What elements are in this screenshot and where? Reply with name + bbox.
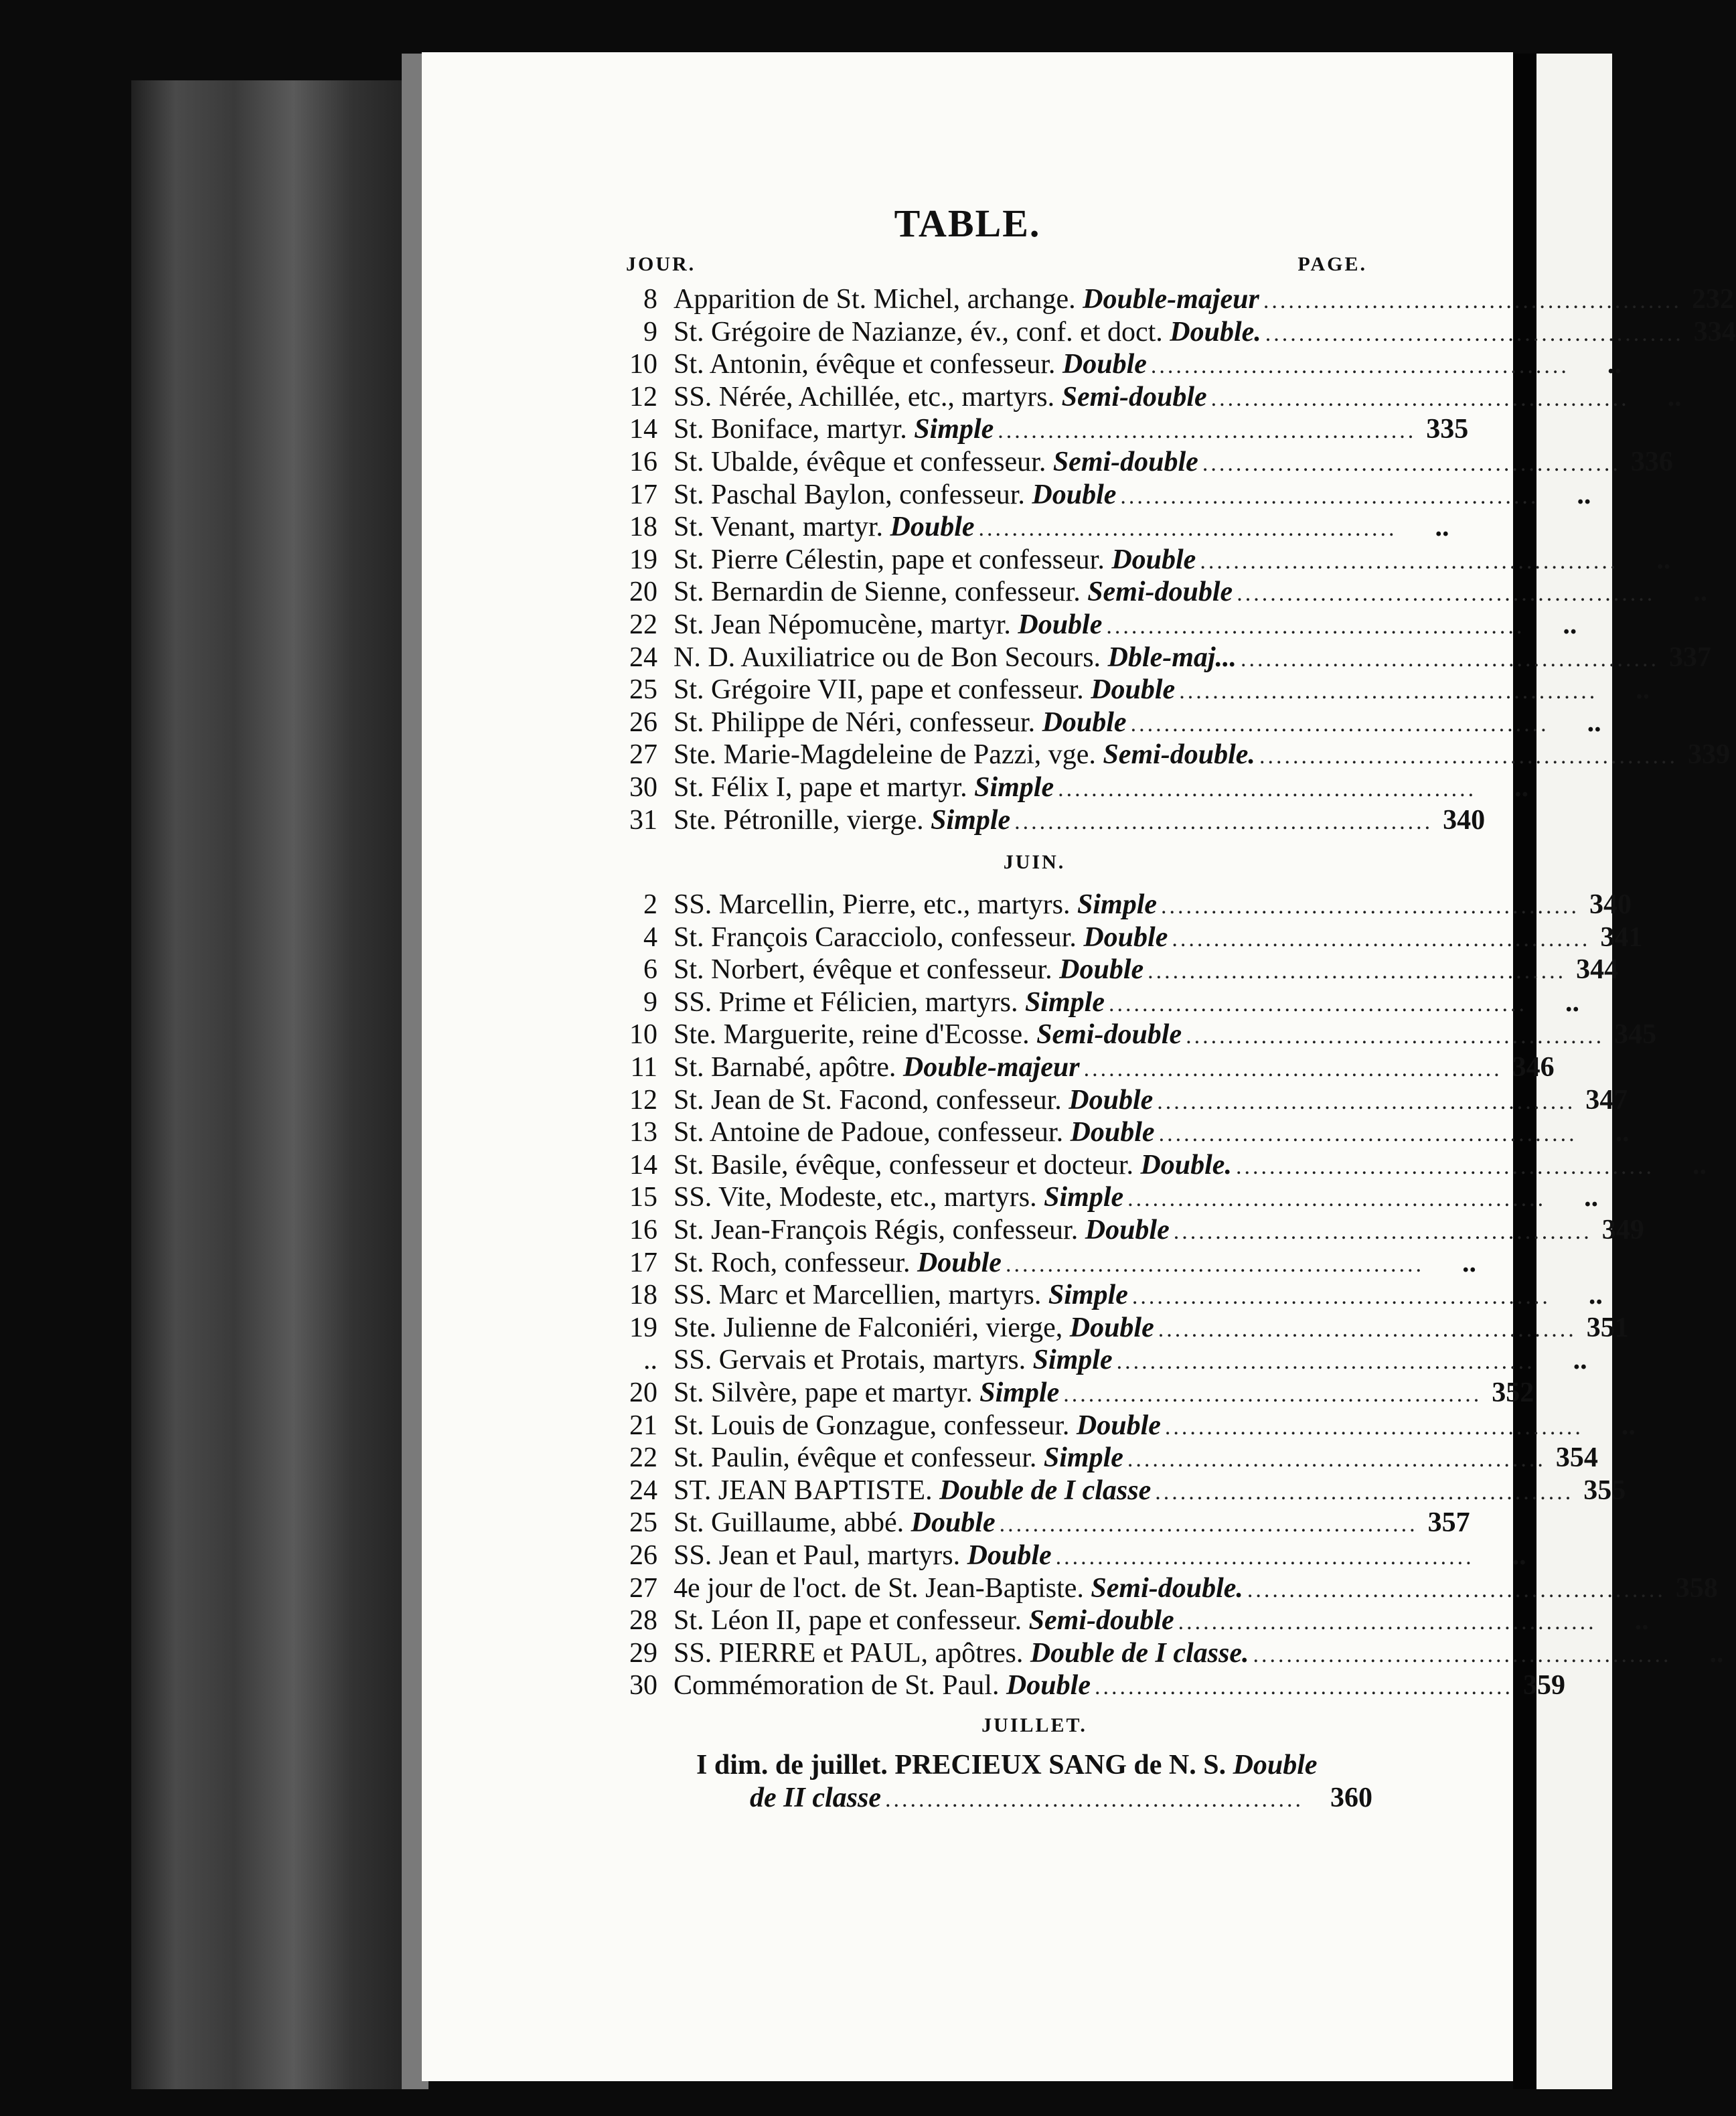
table-of-contents: [616, 283, 1736, 1814]
entry-page: ..: [1621, 1410, 1636, 1441]
leader-dots: ..................................................: [1172, 926, 1591, 952]
juillet-entry-date: I dim. de juillet.: [696, 1749, 888, 1781]
entry-day: 22: [629, 609, 657, 640]
entry-day: 26: [629, 1539, 657, 1571]
table-row: [616, 1572, 1718, 1605]
entry-day: 16: [629, 1215, 657, 1246]
entry-page: ..: [1656, 544, 1671, 575]
juillet-entry-rank: Double: [1233, 1749, 1318, 1781]
entry-page: 358: [1675, 1572, 1718, 1604]
table-row: [616, 1669, 1565, 1702]
table-row: [616, 1149, 1707, 1182]
entry-page: ..: [1636, 674, 1650, 706]
entry-rank: Double: [1085, 1215, 1170, 1246]
entry-rank: Semi-double: [1061, 381, 1207, 412]
leader-dots: ..................................................: [1241, 646, 1660, 672]
leader-dots: ..................................................: [884, 1787, 1304, 1812]
table-row: [616, 446, 1673, 479]
entry-text: SS. Prime et Félicien, martyrs.: [674, 986, 1018, 1018]
leader-dots: ..................................................: [1265, 321, 1684, 346]
entry-rank: Double: [967, 1539, 1052, 1571]
entry-rank: Double: [911, 1507, 996, 1539]
leader-dots: ..................................................: [1116, 1349, 1535, 1375]
entry-page: ..: [1588, 1280, 1603, 1311]
leader-dots: ..................................................: [1253, 1642, 1672, 1667]
table-row: [616, 804, 1486, 837]
entry-text: St. Jean Népomucène, martyr.: [674, 609, 1011, 640]
entry-page: ..: [1587, 706, 1601, 738]
entry-rank: Dble-maj...: [1107, 641, 1237, 673]
table-row: [616, 316, 1736, 349]
table-row: [616, 889, 1632, 921]
entry-page: 345: [1614, 1019, 1657, 1051]
page-title: TABLE.: [894, 202, 1041, 245]
entry-text: St. Boniface, martyr.: [674, 414, 907, 445]
entry-rank: Simple: [1024, 986, 1105, 1018]
entry-text: St. Basile, évêque, confesseur et docteur.: [674, 1149, 1133, 1181]
entry-day: 17: [629, 479, 657, 510]
leader-dots: ..................................................: [1247, 1577, 1666, 1602]
leader-dots: ..................................................: [1127, 1187, 1547, 1212]
table-row: [616, 576, 1708, 609]
entry-page: ..: [1692, 1149, 1707, 1181]
entry-text: St. Antoine de Padoue, confesseur.: [674, 1117, 1064, 1148]
leader-dots: ..................................................: [1186, 1024, 1605, 1049]
table-row: [616, 739, 1730, 771]
entry-rank: Double de I classe: [939, 1475, 1152, 1506]
entry-page: 339: [1687, 739, 1730, 771]
entry-day: 2: [643, 889, 657, 921]
entry-day: 12: [629, 1084, 657, 1116]
entry-rank: Double: [1032, 479, 1117, 510]
table-row: [616, 1018, 1657, 1051]
entry-day: ..: [643, 1345, 657, 1376]
table-row: [616, 706, 1601, 739]
entry-day: 14: [629, 414, 657, 445]
leader-dots: ..................................................: [1235, 1154, 1654, 1179]
entry-rank: Semi-double: [1036, 1019, 1182, 1051]
entry-rank: Double-majeur: [902, 1052, 1080, 1083]
entry-rank: Simple: [974, 771, 1054, 803]
book-spine: [131, 80, 426, 2089]
leader-dots: ..................................................: [1108, 991, 1527, 1016]
leader-dots: ..................................................: [1259, 744, 1678, 769]
leader-dots: ..................................................: [1055, 1544, 1474, 1570]
juillet-entry-page: 360: [1330, 1782, 1372, 1813]
juin-section: [616, 889, 1724, 1702]
leader-dots: ..................................................: [1148, 959, 1567, 984]
entry-page: 352: [1492, 1377, 1534, 1408]
entry-day: 29: [629, 1637, 657, 1669]
juillet-entry-rank-cont: de II classe: [750, 1782, 881, 1813]
leader-dots: ..................................................: [1014, 809, 1433, 834]
entry-day: 27: [629, 1572, 657, 1604]
leader-dots: ..................................................: [1161, 894, 1580, 919]
juillet-entry-feast: PRECIEUX SANG de N. S.: [894, 1749, 1227, 1781]
leader-dots: ..................................................: [1155, 1479, 1574, 1505]
entry-rank: Semi-double.: [1103, 739, 1255, 771]
entry-day: 18: [629, 1280, 657, 1311]
entry-rank: Double de I classe.: [1030, 1637, 1249, 1669]
table-row: [616, 1637, 1724, 1670]
column-page-header: PAGE.: [1297, 253, 1367, 275]
entry-text: SS. Marc et Marcellien, martyrs.: [674, 1280, 1042, 1311]
entry-page: 347: [1585, 1084, 1628, 1116]
entry-rank: Double: [1006, 1670, 1091, 1702]
leader-dots: ..................................................: [1120, 483, 1539, 509]
entry-text: St. Roch, confesseur.: [674, 1247, 911, 1278]
leader-dots: ..................................................: [1178, 1610, 1597, 1635]
mai-section: [616, 283, 1736, 836]
table-row: [616, 609, 1577, 641]
table-row: [616, 1539, 1526, 1572]
entry-day: 25: [629, 674, 657, 706]
entry-text: St. Pierre Célestin, pape et confesseur.: [674, 544, 1105, 575]
entry-text: SS. PIERRE et PAUL, apôtres.: [674, 1637, 1024, 1669]
entry-day: 19: [629, 544, 657, 575]
entry-text: St. Philippe de Néri, confesseur.: [674, 706, 1036, 738]
entry-text: St. Antonin, évêque et confesseur.: [674, 349, 1056, 380]
entry-day: 21: [629, 1410, 657, 1441]
entry-day: 28: [629, 1605, 657, 1637]
entry-rank: Semi-double.: [1091, 1572, 1243, 1604]
entry-day: 31: [629, 804, 657, 836]
table-row: [616, 674, 1650, 706]
entry-page: 357: [1427, 1507, 1470, 1539]
entry-rank: Double: [1076, 1410, 1161, 1441]
juillet-entry-line-1: [616, 1749, 1372, 1782]
entry-rank: Double: [890, 512, 975, 543]
table-row: [616, 921, 1643, 954]
entry-page: 340: [1443, 804, 1486, 836]
table-row: [616, 1181, 1599, 1214]
entry-page: ..: [1577, 479, 1591, 510]
entry-page: 349: [1601, 1215, 1644, 1246]
entry-page: ..: [1709, 1637, 1724, 1669]
entry-page: 340: [1589, 889, 1632, 921]
leader-dots: ..................................................: [1237, 581, 1656, 607]
entry-day: 25: [629, 1507, 657, 1539]
entry-page: 355: [1583, 1475, 1626, 1506]
table-row: [616, 771, 1529, 804]
entry-page: ..: [1565, 986, 1579, 1018]
entry-day: 30: [629, 1670, 657, 1702]
entry-text: SS. Marcellin, Pierre, etc., martyrs.: [674, 889, 1071, 921]
entry-day: 26: [629, 706, 657, 738]
entry-text: St. Jean-François Régis, confesseur.: [674, 1215, 1079, 1246]
leader-dots: ..................................................: [999, 1512, 1418, 1537]
entry-day: 30: [629, 771, 657, 803]
entry-text: Ste. Marguerite, reine d'Ecosse.: [674, 1019, 1030, 1051]
entry-day: 8: [643, 284, 657, 315]
entry-text: Commémoration de St. Paul.: [674, 1670, 1000, 1702]
entry-page: 359: [1522, 1670, 1565, 1702]
table-row: [616, 1604, 1649, 1637]
leader-dots: ..................................................: [1083, 1057, 1502, 1082]
entry-day: 10: [629, 1019, 657, 1051]
leader-dots: ..................................................: [1157, 1089, 1576, 1114]
leader-dots: ..................................................: [1063, 1382, 1482, 1407]
table-row: [616, 641, 1712, 674]
entry-rank: Simple: [914, 414, 994, 445]
entry-page: 351: [1586, 1312, 1629, 1343]
entry-rank: Semi-double: [1087, 577, 1233, 608]
leader-dots: ..................................................: [1106, 613, 1525, 639]
table-row: [616, 544, 1671, 577]
entry-page: ..: [1667, 381, 1682, 412]
table-row: [616, 1475, 1626, 1507]
leader-dots: ..................................................: [1164, 1414, 1583, 1440]
table-row: [616, 954, 1619, 986]
entry-rank: Simple: [1043, 1442, 1123, 1474]
table-row: [616, 1214, 1644, 1247]
entry-day: 20: [629, 577, 657, 608]
entry-text: Ste. Julienne de Falconiéri, vierge,: [674, 1312, 1063, 1343]
leader-dots: ..................................................: [1158, 1122, 1577, 1147]
leader-dots: ..................................................: [1210, 386, 1630, 411]
leader-dots: ..................................................: [1200, 548, 1619, 574]
table-row: [616, 1442, 1598, 1475]
entry-day: 10: [629, 349, 657, 380]
entry-page: ..: [1514, 771, 1529, 803]
table-row: [616, 1084, 1628, 1117]
entry-text: Ste. Pétronille, vierge.: [674, 804, 924, 836]
table-row: [616, 511, 1449, 544]
entry-page: 344: [1576, 954, 1619, 986]
entry-day: 19: [629, 1312, 657, 1343]
entry-text: St. Paschal Baylon, confesseur.: [674, 479, 1025, 510]
leader-dots: ..................................................: [1058, 776, 1477, 802]
entry-rank: Simple: [1032, 1345, 1113, 1376]
table-row: [616, 479, 1591, 512]
entry-page: ..: [1615, 1117, 1630, 1148]
leader-dots: ..................................................: [1130, 711, 1549, 737]
entry-day: 6: [643, 954, 657, 986]
entry-page: 346: [1512, 1052, 1555, 1083]
entry-text: St. Paulin, évêque et confesseur.: [674, 1442, 1037, 1474]
column-day-header: JOUR.: [626, 253, 696, 275]
entry-day: 15: [629, 1182, 657, 1213]
entry-day: 9: [643, 986, 657, 1018]
entry-rank: Simple: [979, 1377, 1060, 1408]
entry-rank: Semi-double: [1028, 1605, 1174, 1637]
leader-dots: ..................................................: [1263, 289, 1682, 313]
table-row: [616, 1116, 1630, 1149]
entry-day: 24: [629, 641, 657, 673]
book-page: [422, 52, 1736, 2081]
table-row: [616, 1344, 1587, 1377]
entry-rank: Double.: [1170, 316, 1261, 348]
entry-text: St. Silvère, pape et martyr.: [674, 1377, 973, 1408]
entry-rank: Semi-double: [1052, 446, 1198, 477]
leader-dots: ..................................................: [1150, 354, 1569, 379]
entry-rank: Simple: [1048, 1280, 1128, 1311]
entry-day: 17: [629, 1247, 657, 1278]
entry-text: St. François Caracciolo, confesseur.: [674, 921, 1077, 953]
entry-rank: Simple: [1077, 889, 1158, 921]
juillet-entry-line-2: [616, 1782, 1372, 1815]
table-row: [616, 413, 1469, 446]
entry-day: 22: [629, 1442, 657, 1474]
entry-text: SS. Jean et Paul, martyrs.: [674, 1539, 961, 1571]
entry-page: 232: [1691, 284, 1734, 315]
entry-text: Ste. Marie-Magdeleine de Pazzi, vge.: [674, 739, 1096, 771]
entry-text: St. Venant, martyr.: [674, 512, 884, 543]
entry-text: ST. JEAN BAPTISTE.: [674, 1475, 933, 1506]
entry-text: St. Félix I, pape et martyr.: [674, 771, 967, 803]
entry-page: 337: [1669, 641, 1712, 673]
leader-dots: ..................................................: [1173, 1219, 1592, 1245]
entry-text: SS. Nérée, Achillée, etc., martyrs.: [674, 381, 1055, 412]
table-row: [616, 1247, 1476, 1280]
entry-text: St. Ubalde, évêque et confesseur.: [674, 446, 1046, 477]
month-heading-juillet: JUILLET.: [981, 1714, 1087, 1736]
entry-rank: Double: [1059, 954, 1144, 986]
entry-day: 24: [629, 1475, 657, 1506]
entry-day: 12: [629, 381, 657, 412]
entry-page: ..: [1634, 1605, 1649, 1637]
entry-rank: Simple: [1044, 1182, 1124, 1213]
table-row: [616, 348, 1622, 381]
entry-rank: Double.: [1140, 1149, 1232, 1181]
table-row: [616, 1507, 1470, 1539]
entry-page: ..: [1563, 609, 1577, 640]
table-row: [616, 1410, 1636, 1442]
month-heading-juin: JUIN.: [1003, 851, 1066, 874]
leader-dots: ..................................................: [1179, 679, 1598, 704]
table-row: [616, 283, 1734, 316]
entry-text: N. D. Auxiliatrice ou de Bon Secours.: [674, 641, 1101, 673]
entry-page: ..: [1573, 1345, 1587, 1376]
entry-rank: Double: [917, 1247, 1002, 1278]
leader-dots: ..................................................: [1202, 451, 1621, 476]
entry-text: 4e jour de l'oct. de St. Jean-Baptiste.: [674, 1572, 1084, 1604]
entry-rank: Double: [1083, 921, 1168, 953]
entry-day: 9: [643, 316, 657, 348]
entry-text: St. Louis de Gonzague, confesseur.: [674, 1410, 1070, 1441]
entry-text: St. Bernardin de Sienne, confesseur.: [674, 577, 1081, 608]
entry-text: Apparition de St. Michel, archange.: [674, 284, 1076, 315]
table-row: [616, 381, 1682, 414]
table-row: [616, 1051, 1555, 1084]
leader-dots: ..................................................: [1005, 1252, 1424, 1277]
entry-text: St. Jean de St. Facond, confesseur.: [674, 1084, 1062, 1116]
entry-rank: Double-majeur: [1083, 284, 1259, 315]
leader-dots: ..................................................: [1131, 1284, 1551, 1310]
entry-day: 20: [629, 1377, 657, 1408]
entry-rank: Simple: [931, 804, 1011, 836]
entry-text: St. Léon II, pape et confesseur.: [674, 1605, 1022, 1637]
entry-page: ..: [1462, 1247, 1476, 1278]
entry-text: St. Grégoire VII, pape et confesseur.: [674, 674, 1084, 706]
entry-day: 11: [630, 1052, 657, 1083]
entry-day: 18: [629, 512, 657, 543]
entry-rank: Double: [1018, 609, 1103, 640]
entry-text: SS. Gervais et Protais, martyrs.: [674, 1345, 1026, 1376]
entry-text: St. Barnabé, apôtre.: [674, 1052, 896, 1083]
entry-rank: Double: [1062, 349, 1147, 380]
entry-page: ..: [1584, 1182, 1599, 1213]
entry-page: 335: [1426, 414, 1469, 445]
entry-page: 334: [1693, 316, 1736, 348]
table-row: [616, 1279, 1603, 1312]
entry-text: St. Norbert, évêque et confesseur.: [674, 954, 1052, 986]
entry-page: ..: [1607, 349, 1622, 380]
entry-rank: Double: [1042, 706, 1127, 738]
entry-day: 4: [643, 921, 657, 953]
entry-day: 14: [629, 1149, 657, 1181]
leader-dots: ..................................................: [1127, 1447, 1546, 1472]
table-row: [616, 1312, 1629, 1345]
entry-page: ..: [1512, 1539, 1526, 1571]
entry-rank: Double: [1069, 1084, 1154, 1116]
entry-day: 27: [629, 739, 657, 771]
entry-page: 336: [1630, 446, 1673, 477]
entry-rank: Double: [1091, 674, 1176, 706]
leader-dots: ..................................................: [998, 419, 1417, 444]
leader-dots: ..................................................: [1094, 1675, 1513, 1700]
entry-text: SS. Vite, Modeste, etc., martyrs.: [674, 1182, 1037, 1213]
table-row: [616, 986, 1579, 1019]
entry-text: St. Guillaume, abbé.: [674, 1507, 904, 1539]
entry-text: St. Grégoire de Nazianze, év., conf. et doct.: [674, 316, 1163, 348]
leader-dots: ..................................................: [1158, 1316, 1577, 1342]
entry-page: 341: [1600, 921, 1643, 953]
entry-page: 354: [1555, 1442, 1598, 1474]
entry-page: ..: [1693, 577, 1708, 608]
entry-day: 16: [629, 446, 657, 477]
entry-rank: Double: [1111, 544, 1196, 575]
table-row: [616, 1377, 1534, 1410]
entry-page: ..: [1435, 512, 1449, 543]
entry-rank: Double: [1070, 1117, 1155, 1148]
leader-dots: ..................................................: [978, 516, 1397, 542]
entry-rank: Double: [1069, 1312, 1154, 1343]
entry-day: 13: [629, 1117, 657, 1148]
